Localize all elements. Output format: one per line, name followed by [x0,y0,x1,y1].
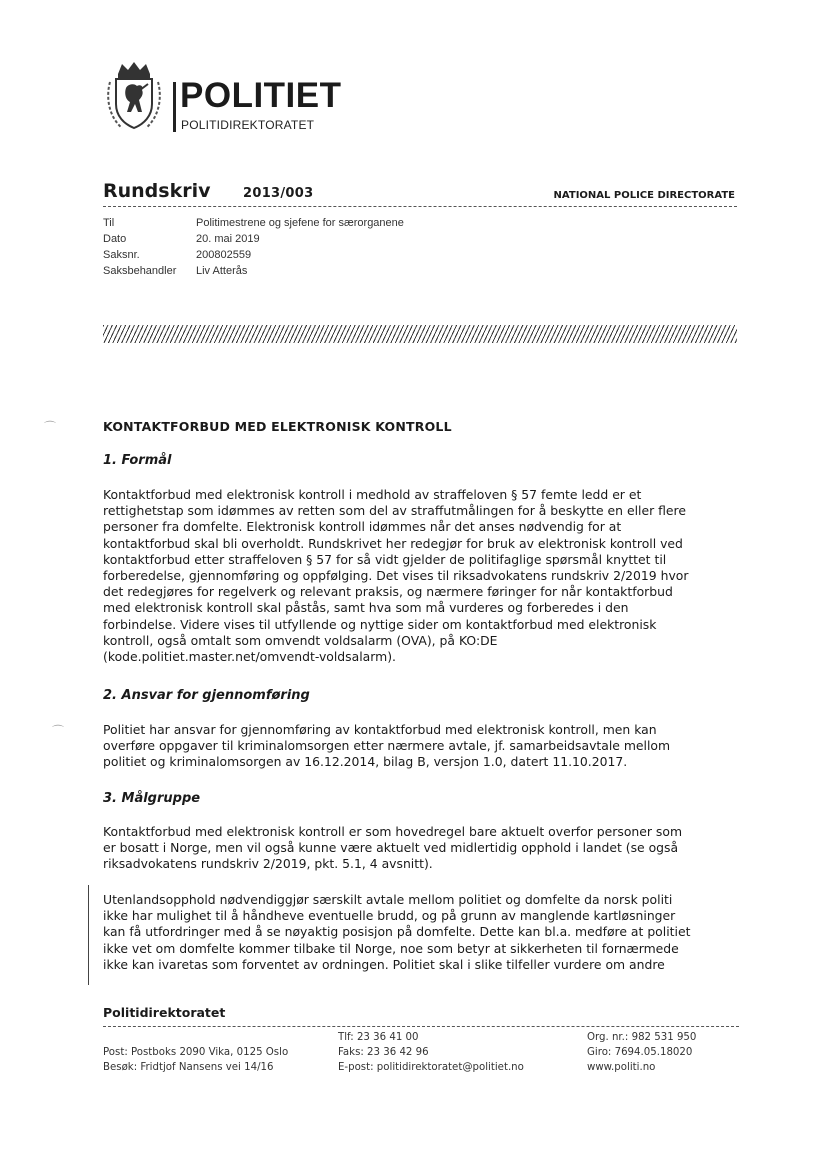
document-number: 2013/003 [243,186,314,201]
paragraph-line: forberedelse, gjennomføring og oppfølging. Det vises til riksadvokatens rundskriv 2/2019 hvor [103,568,689,584]
paragraph-line: kontaktforbud skal bli overholdt. Rundskrivet her redegjør for bruk av elektronisk kontroll ved [103,535,683,551]
crest-icon [104,60,164,132]
paragraph-line: (kode.politiet.master.net/omvendt-voldsalarm). [103,649,396,665]
meta-row [103,215,404,231]
paragraph-line: er bosatt i Norge, men vil også kunne være aktuelt ved midlertidig opphold i landet (se også [103,840,679,856]
paragraph-line: rettighetstap som idømmes av retten som del av straffutmålingen for å beskytte en eller flere [103,503,687,519]
margin-mark: ⌒ [44,420,57,434]
meta-table [103,215,404,279]
paragraph-line: forbindelse. Videre vises til utfyllende og nyttige sider om kontaktforbud med elektronisk [103,616,657,632]
meta-key: Saksnr. [103,249,140,261]
footer-organization: Politidirektoratet [103,1005,226,1020]
hatched-divider [103,325,737,343]
revision-bar [88,885,89,985]
paragraph-line: Politiet har ansvar for gjennomføring av kontaktforbud med elektronisk kontroll, men kan [103,722,657,737]
meta-row [103,231,404,247]
section-paragraph [103,722,743,771]
footer-line-text: Besøk: Fridtjof Nansens vei 14/16 [103,1062,274,1073]
meta-value: Politimestrene og sjefene for særorganene [196,217,404,229]
section-title: 1. Formål [103,453,172,468]
paragraph-line: riksadvokatens rundskriv 2/2019, pkt. 5.1, 4 avsnitt). [103,856,433,872]
section-title: 2. Ansvar for gjennomføring [103,688,310,703]
paragraph-line: kontaktforbud etter straffeloven § 57 for så vidt gjelder de politifaglige spørsmål knyttet til [103,551,667,567]
letterhead [104,60,354,140]
paragraph-line: personer fra domfelte. Elektronisk kontroll idømmes når det anses nødvendig for at [103,519,622,535]
paragraph-line: det redegjøres for regelverk og relevant praksis, og nærmere føringer for når kontaktforbud [103,584,673,600]
meta-key: Dato [103,233,127,245]
footer-contact [338,1030,524,1075]
brand-name: POLITIET [180,76,342,115]
meta-key: Saksbehandler [103,265,177,277]
paragraph-line: politiet og kriminalomsorgen av 16.12.2014, bilag B, versjon 1.0, datert 11.10.2017. [103,754,628,770]
logo-divider [173,82,176,132]
footer-divider [103,1026,739,1027]
issuer-name: NATIONAL POLICE DIRECTORATE [553,190,735,201]
section-title: 3. Målgruppe [103,791,201,806]
meta-value: 200802559 [196,249,252,261]
paragraph-line: Kontaktforbud med elektronisk kontroll er som hovedregel bare aktuelt overfor personer som [103,824,683,839]
paragraph-line: overføre oppgaver til kriminalomsorgen etter nærmere avtale, jf. samarbeidsavtale mellom [103,738,671,754]
paragraph-line: kan få utfordringer med å se nøyaktig posisjon på domfelte. Dette kan bl.a. medføre at politiet [103,924,691,940]
footer-email-link[interactable]: E-post: politidirektoratet@politiet.no [338,1062,524,1073]
section-paragraph [103,892,743,973]
footer-line-text: Tlf: 23 36 41 00 [338,1032,419,1043]
meta-key: Til [103,217,115,229]
footer-line-text: Org. nr.: 982 531 950 [587,1032,697,1043]
meta-row [103,247,404,263]
footer-address [103,1045,288,1075]
section-paragraph [103,487,743,665]
paragraph-line: ikke vet om domfelte kommer tilbake til Norge, noe som betyr at sikkerheten til fornærmede [103,940,679,956]
footer-line-text: Post: Postboks 2090 Vika, 0125 Oslo [103,1047,289,1058]
footer-website-link[interactable]: www.politi.no [587,1062,656,1073]
header-divider [103,206,737,207]
document-heading: KONTAKTFORBUD MED ELEKTRONISK KONTROLL [103,419,452,434]
section-paragraph [103,824,743,873]
paragraph-line: ikke kan ivaretas som forventet av ordningen. Politiet skal i slike tilfeller vurdere om andre [103,956,665,972]
footer-line-text: Faks: 23 36 42 96 [338,1047,429,1058]
brand-subtitle: POLITIDIREKTORATET [181,118,315,132]
paragraph-line: Kontaktforbud med elektronisk kontroll i medhold av straffeloven § 57 femte ledd er et [103,487,642,502]
paragraph-line: kontroll, også omtalt som omvendt voldsalarm (OVA), på KO:DE [103,632,498,648]
footer-registration [587,1030,696,1075]
meta-row [103,263,404,279]
paragraph-line: ikke har mulighet til å håndheve eventuelle brudd, og på grunn av manglende kartløsninger [103,908,676,924]
meta-value: Liv Atterås [196,265,248,277]
margin-mark: ⌒ [52,724,65,738]
meta-value: 20. mai 2019 [196,233,260,245]
document-type: Rundskriv [103,180,211,202]
paragraph-line: Utenlandsopphold nødvendiggjør særskilt avtale mellom politiet og domfelte da norsk politi [103,892,673,907]
paragraph-line: med elektronisk kontroll skal påstås, samt hva som må vurderes og forberedes i den [103,600,629,616]
footer-line-text: Giro: 7694.05.18020 [587,1047,693,1058]
